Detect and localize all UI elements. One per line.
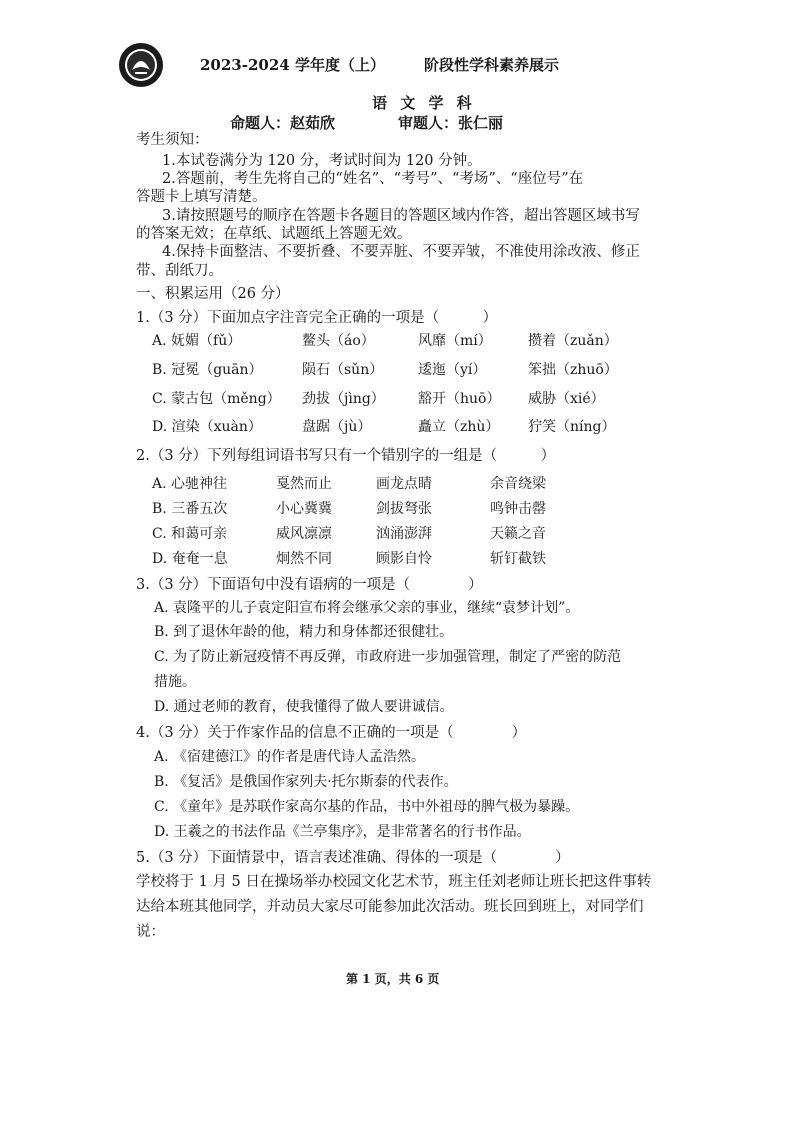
q1-option-c-2: 劲拔（jìng） (302, 391, 385, 407)
q4-option-b: B. 《复活》是俄国作家列夫·托尔斯泰的代表作。 (154, 774, 458, 790)
question-3-stem: 3.（3 分）下面语句中没有语病的一项是（ ） (136, 577, 483, 593)
q4-option-d: D. 王羲之的书法作品《兰亭集序》，是非常著名的行书作品。 (154, 824, 531, 840)
q3-option-c-cont: 措施。 (154, 674, 196, 690)
q2-option-b-4: 鸣钟击罄 (490, 501, 546, 517)
q1-option-a-2: 鳌头（áo） (302, 333, 375, 349)
q2-option-a-1: A. 心驰神往 (152, 476, 228, 492)
q2-option-d-2: 炯然不同 (276, 551, 332, 567)
notice-title: 考生须知： (136, 132, 209, 148)
question-5-stem: 5.（3 分）下面情景中，语言表述准确、得体的一项是（ ） (136, 850, 570, 866)
q1-option-d-3: 矗立（zhù） (418, 419, 500, 435)
q1-option-d-2: 盘踞（jù） (302, 419, 372, 435)
q1-option-b-4: 笨拙（zhuō） (528, 362, 618, 378)
exam-title: 阶段性学科素养展示 (424, 56, 560, 74)
question-2-stem: 2.（3 分）下列每组词语书写只有一个错别字的一组是（ ） (136, 448, 556, 464)
q1-option-b-3: 逶迤（yí） (418, 362, 487, 378)
setter-name: 命题人：赵茹欣 (230, 114, 336, 132)
q1-option-c-3: 豁开（huō） (418, 391, 501, 407)
section-heading: 一、积累运用（26 分） (136, 286, 290, 302)
school-year: 2023-2024 学年度（上） (200, 56, 385, 74)
q3-option-c: C. 为了防止新冠疫情不再反弹，市政府进一步加强管理，制定了严密的防范 (154, 649, 622, 665)
q5-scenario-line-1: 学校将于 1 月 5 日在操场举办校园文化艺术节，班主任刘老师让班长把这件事转 (136, 874, 652, 890)
notice-item-3: 3.请按照题号的顺序在答题卡各题目的答题区域内作答，超出答题区域书写 (162, 208, 640, 224)
q1-option-d-1: D. 渲染（xuàn） (152, 419, 262, 435)
q5-scenario-line-3: 说： (136, 924, 165, 940)
q2-option-b-1: B. 三番五次 (152, 501, 228, 517)
q3-option-d: D. 通过老师的教育，使我懂得了做人要讲诚信。 (154, 699, 454, 715)
notice-item-3-cont: 的答案无效；在草纸、试题纸上答题无效。 (136, 226, 412, 242)
q2-option-b-2: 小心冀冀 (276, 501, 332, 517)
notice-item-1: 1.本试卷满分为 120 分，考试时间为 120 分钟。 (162, 153, 482, 169)
notice-item-2-cont: 答题卡上填写清楚。 (136, 189, 267, 205)
notice-item-4: 4.保持卡面整洁、不要折叠、不要弄脏、不要弄皱，不准使用涂改液、修正 (162, 244, 640, 260)
q5-scenario-line-2: 达给本班其他同学，并动员大家尽可能参加此次活动。班长回到班上，对同学们 (136, 899, 644, 915)
q2-option-d-3: 顾影自怜 (376, 551, 432, 567)
q2-option-a-3: 画龙点睛 (376, 476, 432, 492)
question-1-stem: 1.（3 分）下面加点字注音完全正确的一项是（ ） (136, 310, 498, 326)
school-seal-logo (118, 42, 164, 88)
question-4-stem: 4.（3 分）关于作家作品的信息不正确的一项是（ ） (136, 725, 527, 741)
notice-item-4-cont: 带、刮纸刀。 (136, 263, 223, 279)
subject-title: 语 文 学 科 (372, 94, 476, 112)
q2-option-c-4: 天籁之音 (490, 526, 546, 542)
q4-option-c: C. 《童年》是苏联作家高尔基的作品，书中外祖母的脾气极为暴躁。 (154, 799, 580, 815)
q1-option-b-1: B. 冠冕（guān） (152, 362, 263, 378)
q1-option-a-3: 风靡（mí） (418, 333, 492, 349)
q4-option-a: A. 《宿建德江》的作者是唐代诗人孟浩然。 (154, 749, 426, 765)
q1-option-a-1: A. 妩媚（fǔ） (152, 333, 242, 349)
q1-option-c-4: 威胁（xié） (528, 391, 605, 407)
q2-option-a-2: 戛然而止 (276, 476, 332, 492)
notice-item-2: 2.答题前，考生先将自己的“姓名”、“考号”、“考场”、“座位号”在 (162, 171, 584, 187)
q1-option-d-4: 狞笑（níng） (528, 419, 616, 435)
q1-option-c-1: C. 蒙古包（měng） (152, 391, 281, 407)
q1-option-b-2: 陨石（sǔn） (302, 362, 384, 378)
q2-option-c-2: 威风凛凛 (276, 526, 332, 542)
q1-option-a-4: 攒着（zuǎn） (528, 333, 618, 349)
q2-option-d-4: 斩钉截铁 (490, 551, 546, 567)
q2-option-d-1: D. 奄奄一息 (152, 551, 228, 567)
q2-option-a-4: 余音绕梁 (490, 476, 546, 492)
reviewer-name: 审题人：张仁丽 (398, 114, 504, 132)
q2-option-b-3: 剑拔弩张 (376, 501, 432, 517)
q3-option-a: A. 袁隆平的儿子袁定阳宣布将会继承父亲的事业，继续“袁梦计划”。 (154, 600, 580, 616)
q3-option-b: B. 到了退休年龄的他，精力和身体都还很健壮。 (154, 624, 454, 640)
q2-option-c-3: 汹涌澎湃 (376, 526, 432, 542)
page-footer: 第 1 页，共 6 页 (346, 972, 440, 986)
q2-option-c-1: C. 和蔼可亲 (152, 526, 228, 542)
